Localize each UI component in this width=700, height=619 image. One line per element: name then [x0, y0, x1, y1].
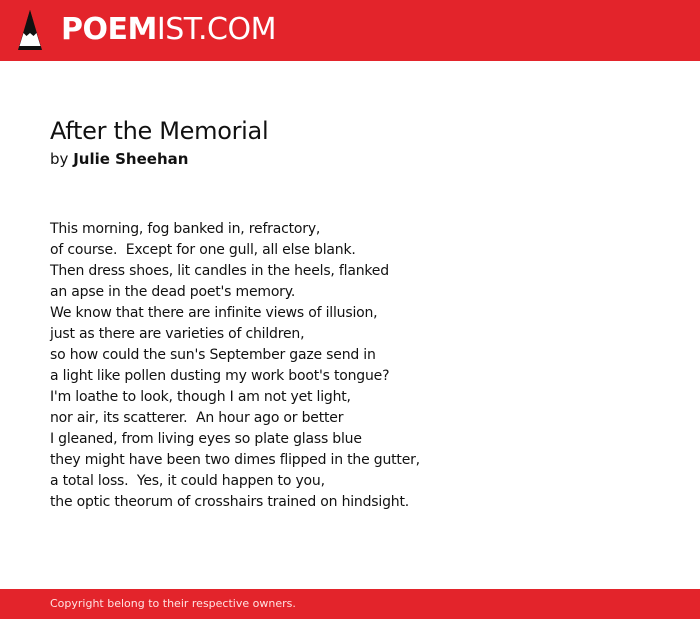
poem-line: they might have been two dimes flipped in the gutter, — [50, 452, 420, 468]
poem-line: an apse in the dead poet's memory. — [50, 284, 296, 300]
copyright-text: Copyright belong to their respective owners. — [50, 597, 296, 610]
poem-line: of course. Except for one gull, all else blank. — [50, 242, 356, 258]
poem-line: the optic theorum of crosshairs trained on hindsight. — [50, 494, 409, 510]
poem-line: so how could the sun's September gaze send in — [50, 347, 376, 363]
poem-line: Then dress shoes, lit candles in the heels, flanked — [50, 263, 389, 279]
poem-byline — [50, 149, 188, 169]
poem-line: This morning, fog banked in, refractory, — [50, 221, 321, 237]
by-label: by — [50, 150, 69, 168]
site-logo[interactable] — [61, 12, 276, 48]
poem-line: I gleaned, from living eyes so plate glass blue — [50, 431, 362, 447]
site-header — [0, 0, 700, 61]
poem-title: After the Memorial — [50, 117, 269, 145]
poem-line: a light like pollen dusting my work boot's tongue? — [50, 368, 390, 384]
poem-line: nor air, its scatterer. An hour ago or better — [50, 410, 344, 426]
poem-line: We know that there are infinite views of illusion, — [50, 305, 378, 321]
site-footer — [0, 589, 700, 619]
pencil-tip-icon[interactable] — [17, 9, 43, 51]
poem-author: Julie Sheehan — [73, 150, 189, 168]
poem-line: just as there are varieties of children, — [50, 326, 305, 342]
logo-text-light: IST.COM — [156, 12, 276, 47]
poem-line: I'm loathe to look, though I am not yet light, — [50, 389, 351, 405]
poem-line: a total loss. Yes, it could happen to you, — [50, 473, 325, 489]
poem-body — [50, 219, 420, 513]
logo-text-bold: POEM — [61, 12, 157, 47]
